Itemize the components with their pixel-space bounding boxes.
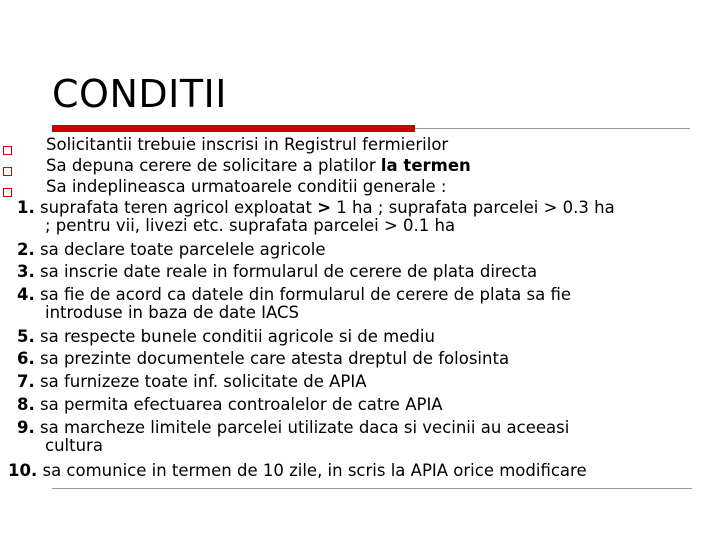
item-number: 2. (17, 240, 35, 259)
list-item: 5. sa respecte bunele conditii agricole si de mediu (17, 327, 435, 346)
item-number: 7. (17, 372, 35, 391)
slide-title: CONDITII (52, 72, 227, 116)
square-bullet-icon (3, 146, 12, 155)
list-item: 6. sa prezinte documentele care atesta dreptul de folosinta (17, 349, 510, 368)
bottom-divider-line (52, 488, 692, 489)
bullet-item: Sa depuna cerere de solicitare a platilor la termen (46, 156, 471, 175)
item-number: 1. (17, 198, 35, 217)
bullet-item: Solicitantii trebuie inscrisi in Registrul fermierilor (46, 135, 449, 154)
deadline-emphasis: la termen (380, 156, 471, 175)
square-bullet-icon (3, 167, 12, 176)
list-item: 7. sa furnizeze toate inf. solicitate de APIA (17, 372, 367, 391)
item-number: 10. (8, 461, 38, 480)
item-number: 9. (17, 418, 35, 437)
list-item: 4. sa fie de acord ca datele din formularul de cerere de plata sa fie (17, 285, 572, 304)
title-accent-bar (52, 125, 415, 132)
item-number: 6. (17, 349, 35, 368)
list-item: 1. suprafata teren agricol exploatat > 1 ha ; suprafata parcelei > 0.3 ha (17, 198, 615, 217)
list-item-continuation: introduse in baza de date IACS (45, 303, 300, 322)
list-item: 3. sa inscrie date reale in formularul de cerere de plata directa (17, 262, 538, 281)
list-item: 8. sa permita efectuarea controalelor de catre APIA (17, 395, 443, 414)
title-divider-line (415, 128, 690, 129)
list-item: 2. sa declare toate parcelele agricole (17, 240, 326, 259)
item-number: 8. (17, 395, 35, 414)
list-item: 10. sa comunice in termen de 10 zile, in scris la APIA orice modificare (8, 461, 587, 480)
list-item: 9. sa marcheze limitele parcelei utilizate daca si vecinii au aceeasi (17, 418, 570, 437)
item-number: 3. (17, 262, 35, 281)
item-number: 5. (17, 327, 35, 346)
square-bullet-icon (3, 188, 12, 197)
item-number: 4. (17, 285, 35, 304)
bullet-item: Sa indeplineasca urmatoarele conditii generale : (46, 177, 447, 196)
list-item-continuation: cultura (45, 436, 103, 455)
list-item-continuation: ; pentru vii, livezi etc. suprafata parcelei > 0.1 ha (45, 216, 456, 235)
